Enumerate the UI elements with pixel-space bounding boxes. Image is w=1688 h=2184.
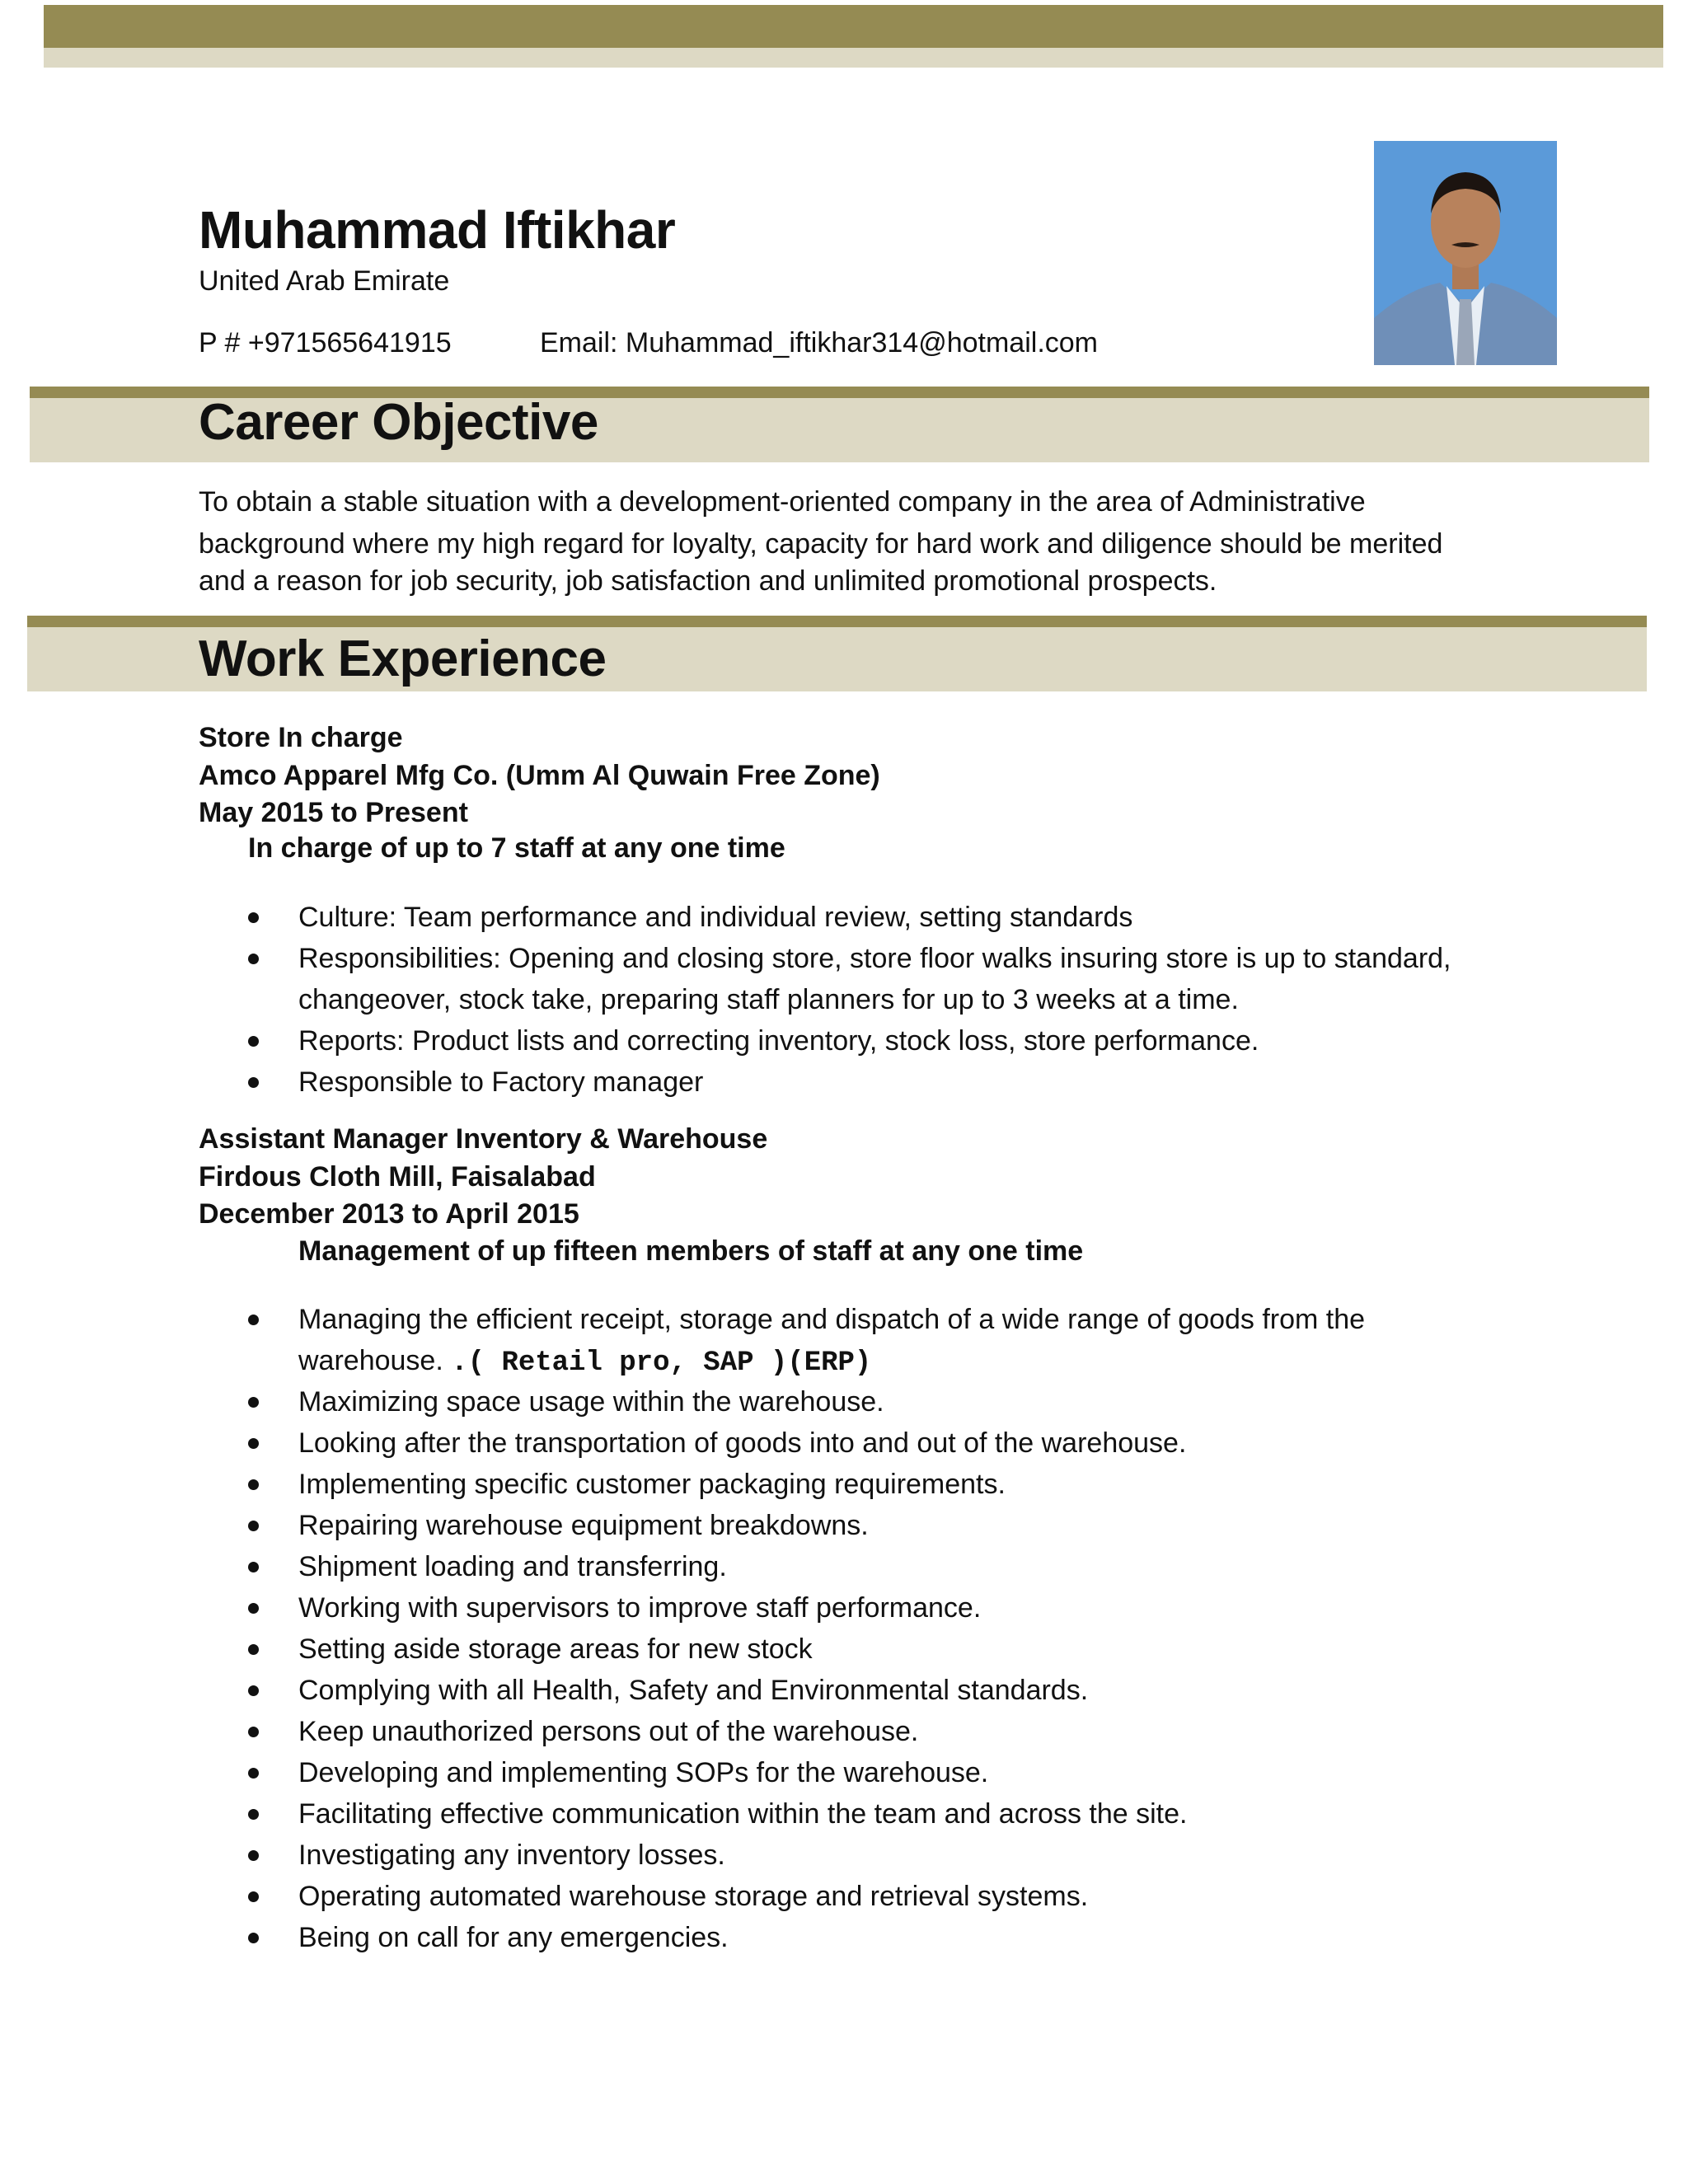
erp-systems-note: .( Retail pro, SAP )(ERP) — [451, 1347, 872, 1379]
bullet-text: Responsible to Factory manager — [298, 1066, 704, 1098]
career-objective-line: and a reason for job security, job satisfaction and unlimited promotional prospects. — [199, 565, 1217, 597]
bullet-icon — [248, 1891, 259, 1902]
bullet-icon — [248, 1603, 259, 1614]
list-item — [0, 1876, 1365, 1917]
bullet-icon — [248, 1644, 259, 1655]
list-item — [0, 1464, 1365, 1505]
career-objective-line: To obtain a stable situation with a development-oriented company in the area of Administrative — [199, 486, 1366, 518]
bullet-icon — [248, 1077, 259, 1088]
bullet-icon — [248, 1521, 259, 1531]
list-item — [0, 1505, 1365, 1546]
list-item — [0, 1340, 1365, 1381]
bullet-icon — [248, 1479, 259, 1490]
job-period: May 2015 to Present — [199, 797, 468, 828]
list-item — [0, 1587, 1365, 1629]
candidate-phone: P # +971565641915 — [199, 327, 452, 359]
list-item — [0, 1062, 1451, 1103]
top-band-dark — [44, 5, 1663, 48]
work-experience-heading: Work Experience — [199, 630, 607, 687]
bullet-icon — [248, 1315, 259, 1325]
bullet-text: Reports: Product lists and correcting inventory, stock loss, store performance. — [298, 1025, 1259, 1057]
bullet-icon — [248, 1036, 259, 1047]
bullet-icon — [248, 1685, 259, 1696]
list-item — [0, 938, 1451, 979]
bullet-text: Repairing warehouse equipment breakdowns. — [298, 1510, 869, 1541]
candidate-location: United Arab Emirate — [199, 265, 450, 297]
list-item — [0, 1422, 1365, 1464]
list-item — [0, 1670, 1365, 1711]
bullet-text: Operating automated warehouse storage and retrieval systems. — [298, 1881, 1089, 1912]
list-item — [0, 1752, 1365, 1793]
bullet-icon — [248, 1438, 259, 1449]
list-item — [0, 1711, 1365, 1752]
job-role: Assistant Manager Inventory & Warehouse — [199, 1123, 768, 1155]
bullet-icon — [248, 1768, 259, 1779]
bullet-text: Looking after the transportation of goods into and out of the warehouse. — [298, 1427, 1187, 1459]
list-item — [0, 1381, 1365, 1422]
bullet-text: Implementing specific customer packaging requirements. — [298, 1469, 1006, 1500]
job-period: December 2013 to April 2015 — [199, 1198, 579, 1230]
job-summary: In charge of up to 7 staff at any one time — [248, 832, 785, 864]
bullet-text: Managing the efficient receipt, storage and dispatch of a wide range of goods from the — [298, 1304, 1366, 1335]
top-band-light — [44, 48, 1663, 68]
list-item — [0, 897, 1451, 938]
work-experience-band-dark — [27, 616, 1647, 627]
bullet-text: Culture: Team performance and individual review, setting standards — [298, 902, 1133, 933]
bullet-text: Being on call for any emergencies. — [298, 1922, 729, 1953]
bullet-icon — [248, 912, 259, 923]
list-item — [0, 979, 1451, 1020]
job-role: Store In charge — [199, 722, 403, 753]
job-company: Amco Apparel Mfg Co. (Umm Al Quwain Free Zone) — [199, 760, 880, 791]
bullet-icon — [248, 1933, 259, 1943]
job-bullet-list — [0, 1299, 1365, 1958]
bullet-text: Facilitating effective communication within the team and across the site. — [298, 1798, 1188, 1830]
bullet-text: Responsibilities: Opening and closing store, store floor walks insuring store is up to standard, — [298, 943, 1451, 974]
bullet-text: Developing and implementing SOPs for the warehouse. — [298, 1757, 989, 1788]
bullet-icon — [248, 1397, 259, 1408]
list-item — [0, 1629, 1365, 1670]
bullet-text: Working with supervisors to improve staff performance. — [298, 1592, 982, 1624]
list-item — [0, 1299, 1365, 1340]
candidate-email: Email: Muhammad_iftikhar314@hotmail.com — [540, 327, 1098, 359]
bullet-icon — [248, 954, 259, 964]
bullet-icon — [248, 1727, 259, 1737]
bullet-text: Setting aside storage areas for new stock — [298, 1633, 813, 1665]
bullet-icon — [248, 1850, 259, 1861]
list-item — [0, 1546, 1365, 1587]
bullet-text: changeover, stock take, preparing staff planners for up to 3 weeks at a time. — [298, 984, 1239, 1015]
bullet-text: Shipment loading and transferring. — [298, 1551, 727, 1582]
list-item — [0, 1835, 1365, 1876]
bullet-text: Complying with all Health, Safety and Environmental standards. — [298, 1675, 1089, 1706]
list-item — [0, 1793, 1365, 1835]
profile-photo — [1374, 141, 1557, 365]
bullet-text: Keep unauthorized persons out of the warehouse. — [298, 1716, 919, 1747]
bullet-icon — [248, 1562, 259, 1572]
job-summary: Management of up fifteen members of staff at any one time — [298, 1235, 1084, 1267]
career-objective-line: background where my high regard for loyalty, capacity for hard work and diligence should be merited — [199, 528, 1443, 560]
career-objective-heading: Career Objective — [199, 394, 598, 451]
list-item — [0, 1917, 1365, 1958]
list-item — [0, 1020, 1451, 1062]
job-company: Firdous Cloth Mill, Faisalabad — [199, 1161, 596, 1193]
bullet-text: Investigating any inventory losses. — [298, 1840, 725, 1871]
bullet-text: warehouse. — [298, 1345, 452, 1376]
candidate-name: Muhammad Iftikhar — [199, 200, 676, 260]
bullet-text: Maximizing space usage within the warehouse. — [298, 1386, 884, 1418]
job-bullet-list — [0, 897, 1451, 1103]
bullet-icon — [248, 1809, 259, 1820]
